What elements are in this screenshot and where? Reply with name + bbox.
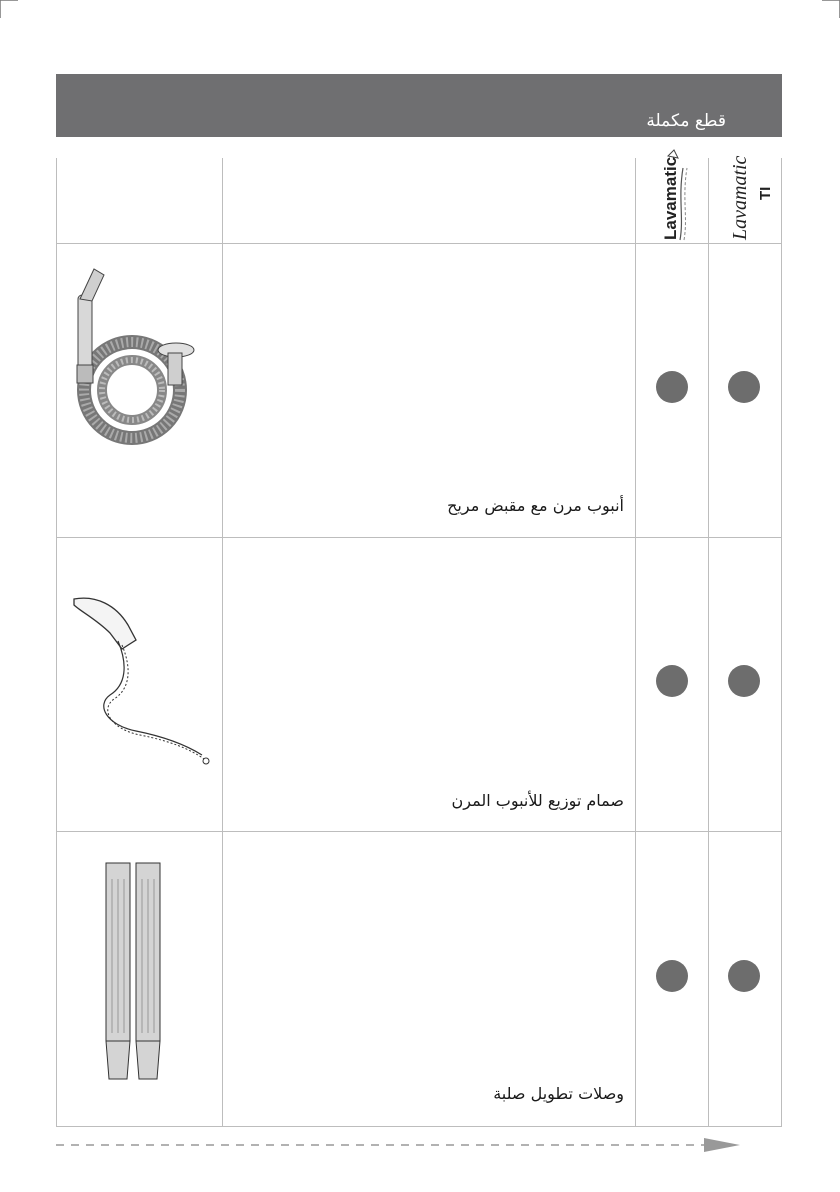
table-column-divider <box>222 158 223 1126</box>
table-row-divider <box>56 831 782 832</box>
table-column-divider <box>635 158 636 1126</box>
table-row-divider <box>56 537 782 538</box>
table-column-divider <box>708 158 709 1126</box>
table-column-divider <box>56 158 57 1126</box>
availability-dot <box>656 371 688 403</box>
availability-dot <box>728 371 760 403</box>
availability-dot <box>728 665 760 697</box>
item-name: وصلات تطويل صلبة <box>493 1084 624 1103</box>
section-banner <box>56 74 782 137</box>
page-title: قطع مكملة <box>646 111 726 131</box>
availability-dot <box>728 960 760 992</box>
table-bottom-border <box>56 1126 782 1127</box>
lavamatic-ti-logo-text: Lavamatic <box>729 155 751 240</box>
table-row-divider <box>56 243 782 244</box>
lavamatic-logo <box>648 148 696 242</box>
lavamatic-ti-suffix: TI <box>757 186 774 200</box>
lavamatic-logo-text: Lavamatic <box>661 156 680 240</box>
next-page-arrow-icon <box>56 1135 746 1155</box>
item-name: صمام توزيع للأنبوب المرن <box>451 791 624 810</box>
table-column-divider <box>781 158 782 1126</box>
crop-mark-top-right <box>822 0 840 18</box>
item-name: أنبوب مرن مع مقبض مريح <box>447 496 624 515</box>
distribution-valve-icon <box>66 585 216 770</box>
lavamatic-ti-logo <box>720 148 776 242</box>
availability-dot <box>656 960 688 992</box>
availability-dot <box>656 665 688 697</box>
extension-tubes-icon <box>100 855 180 1085</box>
flexible-hose-icon <box>66 265 216 480</box>
crop-mark-top-left <box>0 0 18 18</box>
